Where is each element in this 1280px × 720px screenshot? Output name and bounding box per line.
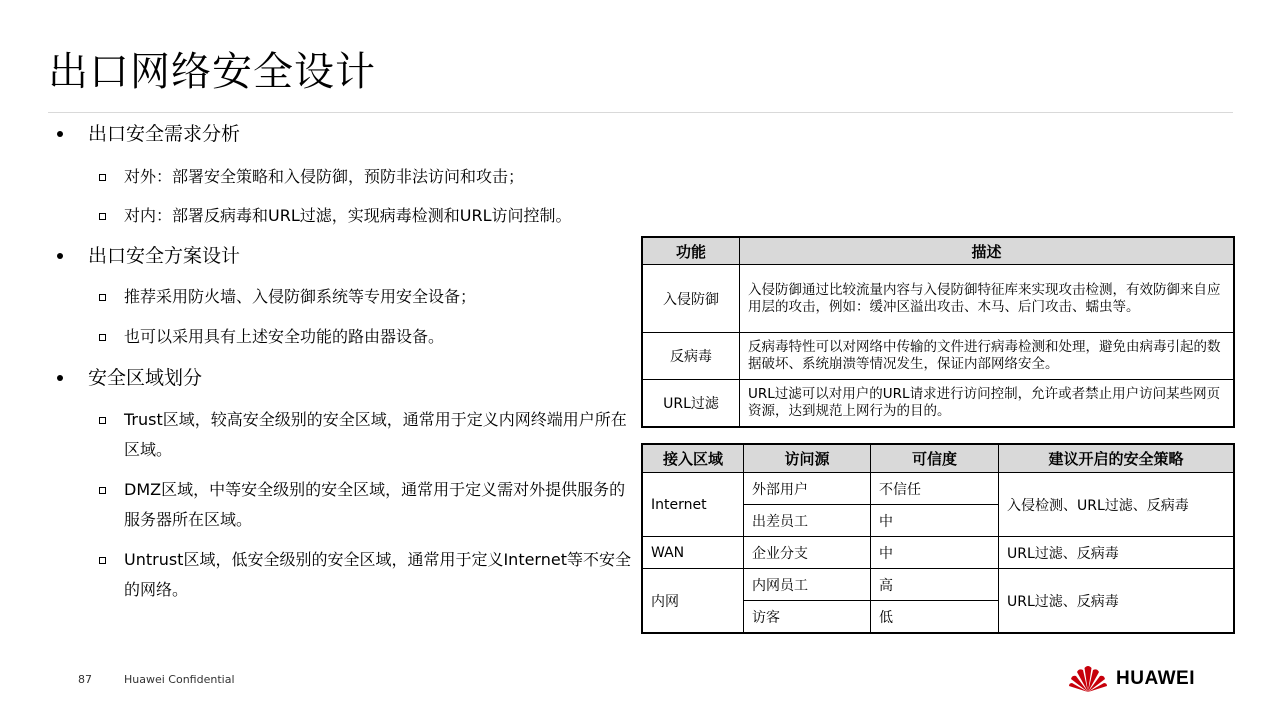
source-cell: 访客 — [744, 601, 871, 634]
section-heading — [55, 362, 640, 394]
bullet-square-icon — [99, 487, 106, 494]
policy-cell: URL过滤、反病毒 — [999, 537, 1235, 569]
table-header-row — [642, 444, 1234, 473]
table-row — [642, 265, 1234, 333]
bullet-item-text: 推荐采用防火墙、入侵防御系统等专用安全设备； — [124, 287, 477, 306]
brand-name: HUAWEI — [1116, 668, 1195, 689]
bullet-item-text: 对内：部署反病毒和URL过滤，实现病毒检测和URL访问控制。 — [124, 206, 572, 225]
bullet-item-text: Untrust区域，低安全级别的安全区域，通常用于定义Internet等不安全的网络。 — [124, 550, 631, 599]
bullet-item — [55, 162, 640, 192]
bullet-square-icon — [99, 557, 106, 564]
bullet-item — [55, 405, 640, 465]
section-heading-text: 出口安全方案设计 — [88, 245, 241, 267]
trust-cell: 低 — [871, 601, 999, 634]
bullet-square-icon — [99, 294, 106, 301]
function-desc-cell: 入侵防御通过比较流量内容与入侵防御特征库来实现攻击检测，有效防御来自应用层的攻击，例如：缓冲区溢出攻击、木马、后门攻击、蠕虫等。 — [740, 265, 1235, 333]
bullet-square-icon — [99, 174, 106, 181]
table-header-cell: 可信度 — [871, 444, 999, 473]
zone-cell: 内网 — [642, 569, 744, 634]
huawei-petal-icon — [1068, 664, 1108, 694]
function-name-cell: 入侵防御 — [642, 265, 740, 333]
page-number: 87 — [78, 673, 92, 686]
source-cell: 内网员工 — [744, 569, 871, 601]
section-heading — [55, 118, 640, 150]
function-name-cell: 反病毒 — [642, 333, 740, 380]
trust-cell: 不信任 — [871, 473, 999, 505]
zone-cell: WAN — [642, 537, 744, 569]
source-cell: 出差员工 — [744, 505, 871, 537]
function-desc-cell: URL过滤可以对用户的URL请求进行访问控制，允许或者禁止用户访问某些网页资源，达到规范上网行为的目的。 — [740, 380, 1235, 427]
function-name-cell: URL过滤 — [642, 380, 740, 427]
bullet-item-text: 也可以采用具有上述安全功能的路由器设备。 — [124, 327, 445, 346]
bullet-dot-icon — [57, 131, 63, 137]
table-row — [642, 333, 1234, 380]
bullet-item-text: Trust区域，较高安全级别的安全区域，通常用于定义内网终端用户所在区域。 — [124, 410, 627, 459]
bullet-item — [55, 201, 640, 231]
table-header-cell: 接入区域 — [642, 444, 744, 473]
function-table — [641, 236, 1235, 428]
table-header-row — [642, 237, 1234, 265]
bullet-item-text: 对外：部署安全策略和入侵防御，预防非法访问和攻击； — [124, 167, 525, 186]
bullet-dot-icon — [57, 375, 63, 381]
table-header-cell: 描述 — [740, 237, 1235, 265]
trust-cell: 中 — [871, 537, 999, 569]
section-heading — [55, 240, 640, 272]
function-desc-cell: 反病毒特性可以对网络中传输的文件进行病毒检测和处理，避免由病毒引起的数据破坏、系统崩溃等情况发生，保证内部网络安全。 — [740, 333, 1235, 380]
policy-cell: URL过滤、反病毒 — [999, 569, 1235, 634]
table-header-cell: 功能 — [642, 237, 740, 265]
table-header-cell: 访问源 — [744, 444, 871, 473]
source-cell: 外部用户 — [744, 473, 871, 505]
policy-cell: 入侵检测、URL过滤、反病毒 — [999, 473, 1235, 537]
bullet-item — [55, 282, 640, 312]
table-row — [642, 473, 1234, 505]
bullet-item — [55, 322, 640, 352]
bullet-square-icon — [99, 213, 106, 220]
bullet-item-text: DMZ区域，中等安全级别的安全区域，通常用于定义需对外提供服务的服务器所在区域。 — [124, 480, 626, 529]
bullet-item — [55, 475, 640, 535]
bullet-square-icon — [99, 334, 106, 341]
page-title: 出口网络安全设计 — [48, 49, 376, 95]
table-row — [642, 537, 1234, 569]
table-header-cell: 建议开启的安全策略 — [999, 444, 1235, 473]
confidential-label: Huawei Confidential — [124, 673, 235, 686]
trust-cell: 高 — [871, 569, 999, 601]
section-heading-text: 安全区域划分 — [88, 367, 203, 389]
source-cell: 企业分支 — [744, 537, 871, 569]
table-row — [642, 569, 1234, 601]
zone-cell: Internet — [642, 473, 744, 537]
zone-table — [641, 443, 1235, 634]
title-divider — [48, 112, 1233, 113]
bullet-square-icon — [99, 417, 106, 424]
bullet-item — [55, 545, 640, 605]
section-heading-text: 出口安全需求分析 — [88, 123, 241, 145]
bullet-dot-icon — [57, 253, 63, 259]
huawei-logo — [1068, 664, 1195, 694]
table-row — [642, 380, 1234, 427]
bullet-list — [55, 118, 640, 605]
trust-cell: 中 — [871, 505, 999, 537]
